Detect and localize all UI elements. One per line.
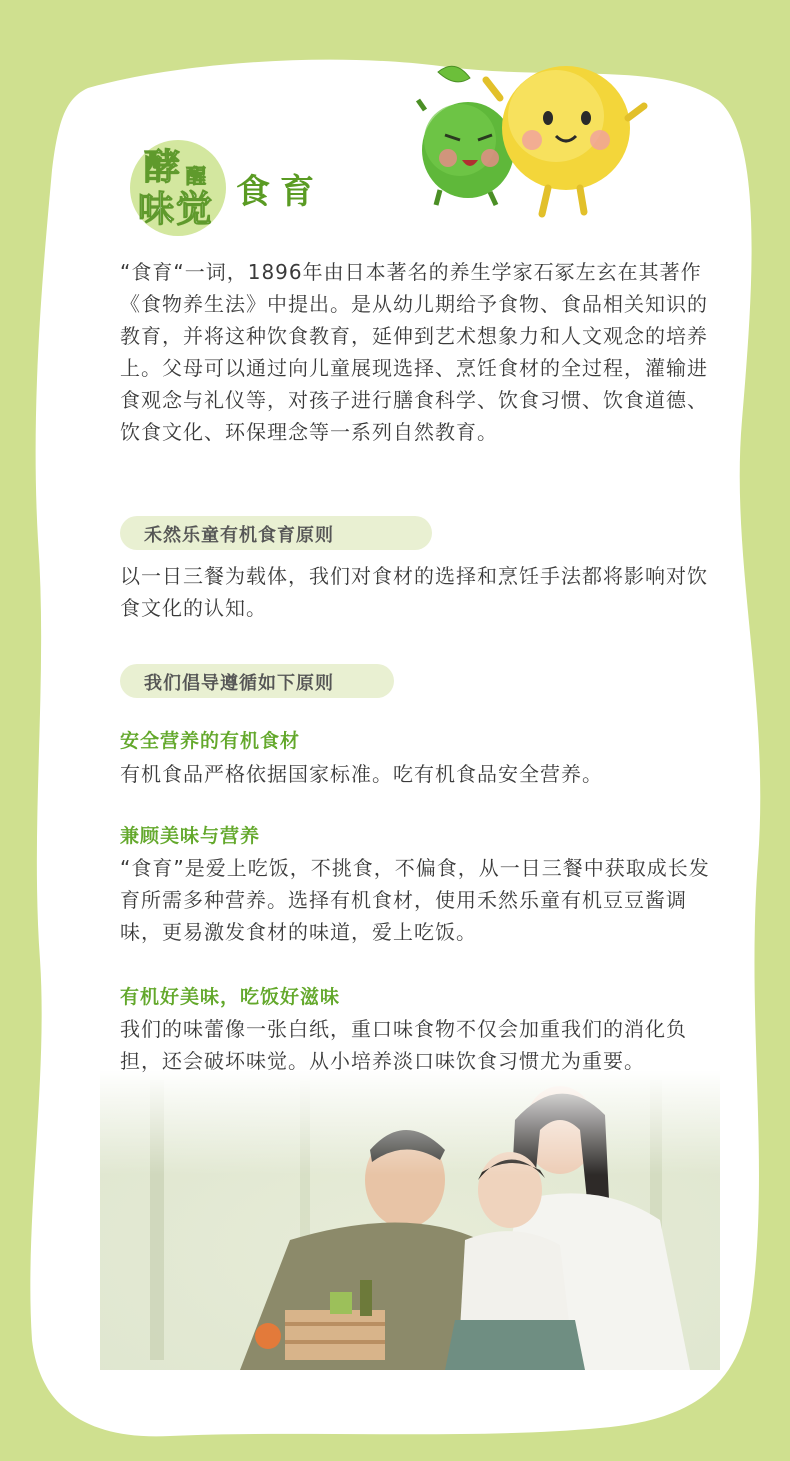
- section-2-title: 我们倡导遵循如下原则: [144, 673, 334, 694]
- logo-char-4: 觉: [176, 189, 213, 230]
- section-1-title: 禾然乐童有机食育原则: [144, 525, 334, 546]
- section-1-text: 以一日三餐为载体，我们对食材的选择和烹饪手法都将影响对饮食文化的认知。: [120, 564, 708, 620]
- principle-1-text: 有机食品严格依据国家标准。吃有机食品安全营养。: [120, 762, 603, 786]
- logo-char-1: 酵: [144, 147, 181, 188]
- principle-2-text: “食育”是爱上吃饭，不挑食，不偏食，从一日三餐中获取成长发育所需多种营养。选择有机食材，使用禾然乐童有机豆豆酱调味，更易激发食材的味道，爱上吃饭。: [120, 856, 710, 944]
- principle-2-heading: 兼顾美味与营养: [120, 825, 261, 847]
- section-2-pill: [120, 664, 394, 698]
- section-1-pill: [120, 516, 432, 550]
- intro-paragraph: “食育“一词，1896年由日本著名的养生学家石冢左玄在其著作《食物养生法》中提出。是从幼儿期给予食物、食品相关知识的教育，并将这种饮食教育，延伸到艺术想象力和人文观念的培养上。父母可以通过向儿童展现选择、烹饪食材的全过程，灌输进食观念与礼仪等，对孩子进行膳食科学、饮食习惯、饮食道德、饮食文化、环保理念等一系列自然教育。: [120, 260, 708, 444]
- principle-1-heading: 安全营养的有机食材: [120, 730, 301, 752]
- page-title: 食育: [236, 172, 324, 212]
- logo-char-3: 味: [138, 189, 175, 230]
- logo-char-2: 醒: [186, 164, 206, 188]
- principle-3-text: 我们的味蕾像一张白纸，重口味食物不仅会加重我们的消化负担，还会破坏味觉。从小培养淡口味饮食习惯尤为重要。: [120, 1017, 687, 1073]
- principle-3-heading: 有机好美味，吃饭好滋味: [120, 986, 341, 1008]
